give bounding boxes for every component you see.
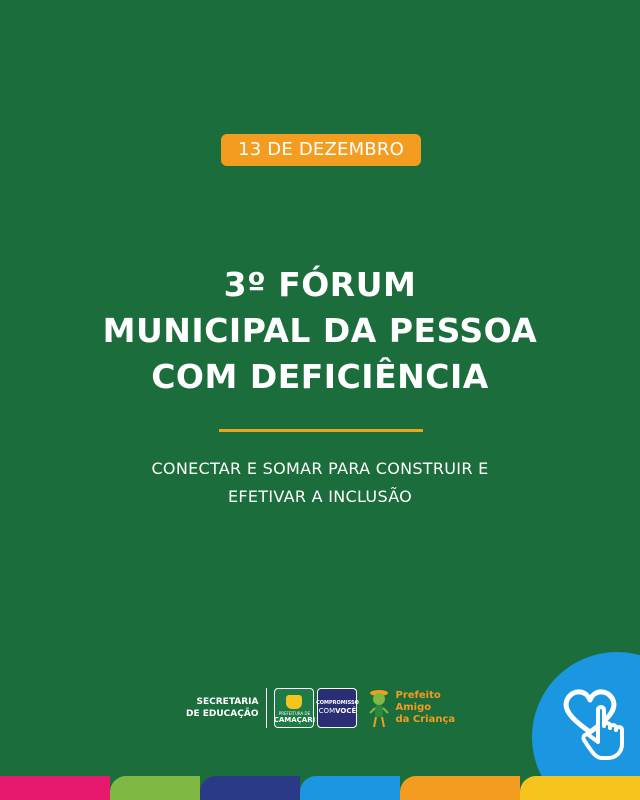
date-badge: 13 DE DEZEMBRO: [221, 134, 421, 166]
compromisso-line-2: [319, 707, 357, 716]
compromisso-com: COM: [318, 707, 336, 715]
stripe-magenta: [0, 776, 110, 800]
event-subtitle: [0, 455, 640, 511]
color-stripe: [0, 776, 640, 800]
stripe-navy: [200, 776, 300, 800]
amigo-line-3: da Criança: [395, 714, 456, 725]
prefeitura-camacari-logo: [274, 688, 314, 728]
secretaria-line-1: SECRETARIA: [196, 697, 259, 707]
title-line-1: 3º FÓRUM: [223, 265, 417, 304]
secretaria-line-2: DE EDUCAÇÃO: [186, 709, 259, 719]
title-line-2: MUNICIPAL DA PESSOA: [102, 311, 538, 350]
stripe-green: [110, 776, 200, 800]
prefeitura-big-text: CAMAÇARI: [273, 716, 316, 724]
amigo-line-1: Prefeito: [395, 690, 441, 701]
compromisso-voce: VOCÊ: [335, 707, 357, 715]
stripe-blue: [300, 776, 400, 800]
compromisso-com-voce-logo: [317, 688, 357, 728]
stripe-orange: [400, 776, 520, 800]
sponsor-logos: [186, 685, 455, 731]
stripe-yellow: [520, 776, 640, 800]
subtitle-line-2: EFETIVAR A INCLUSÃO: [227, 487, 413, 506]
prefeito-amigo-crianca-logo: [395, 690, 455, 726]
heart-hand-icon: [556, 680, 640, 764]
title-line-3: COM DEFICIÊNCIA: [151, 357, 489, 396]
subtitle-line-1: CONECTAR E SOMAR PARA CONSTRUIR E: [151, 459, 489, 478]
mascot-icon: [367, 687, 391, 729]
compromisso-line-1: COMPROMISSO: [316, 700, 359, 706]
city-emblem-icon: [286, 695, 302, 709]
event-title: [0, 262, 640, 400]
amigo-line-2: Amigo: [395, 702, 432, 713]
secretaria-educacao-logo: [186, 688, 267, 728]
prefeitura-small-text: PREFEITURA DE: [278, 711, 311, 716]
title-divider: [219, 429, 423, 432]
